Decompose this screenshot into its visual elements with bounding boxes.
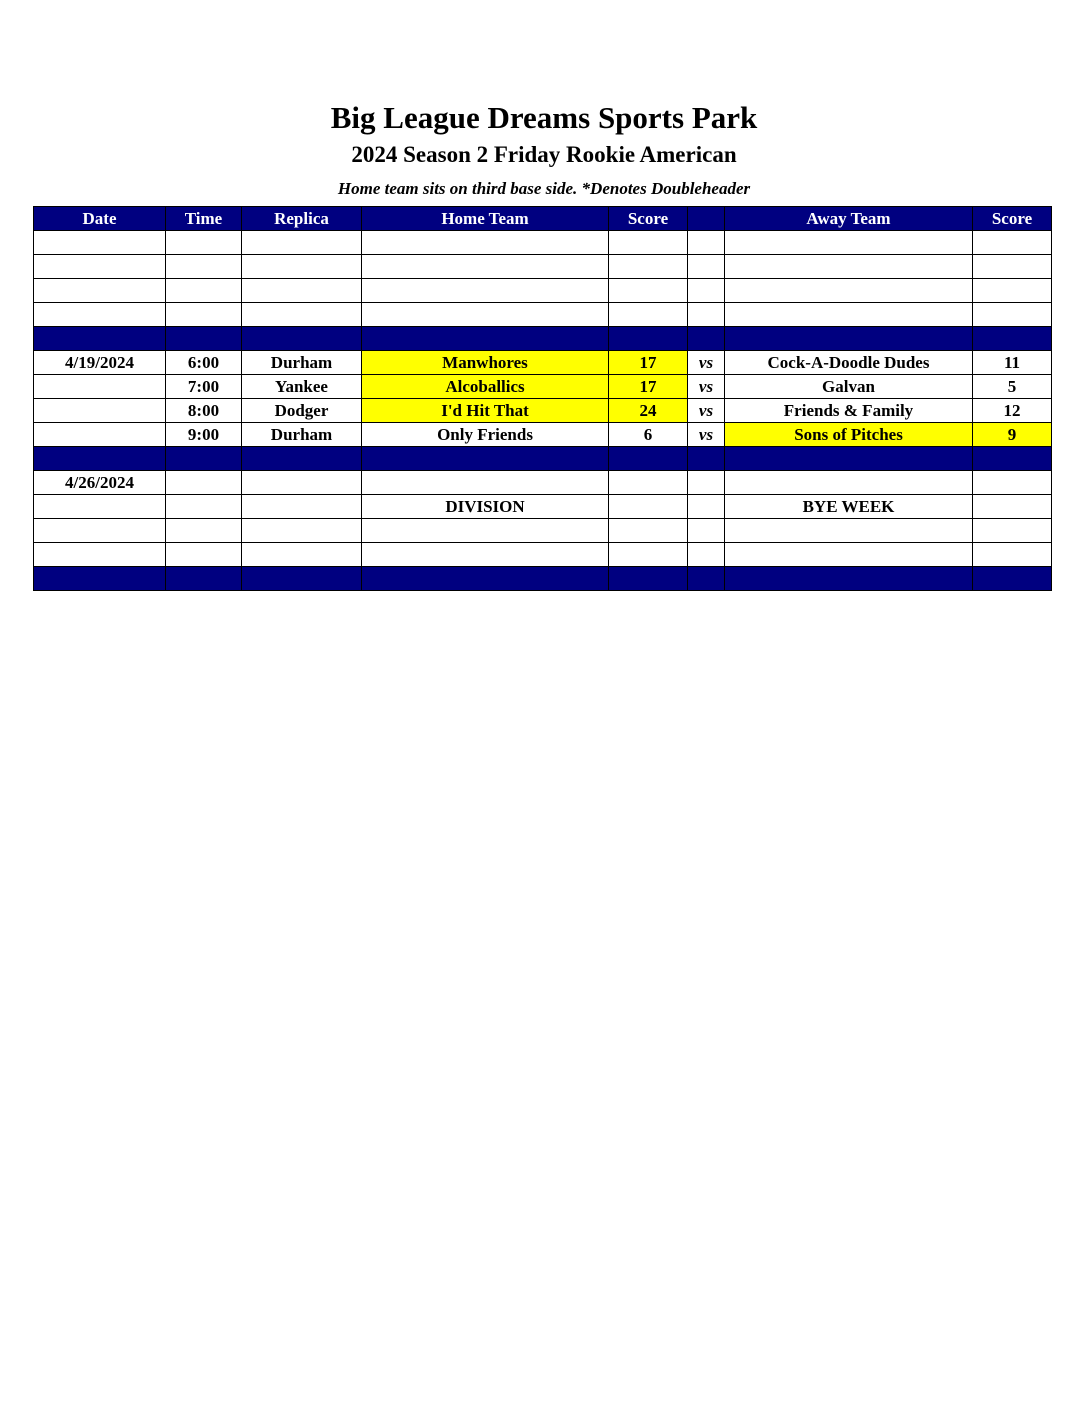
empty-row — [34, 543, 1052, 567]
game-date — [34, 399, 166, 423]
home-score: 17 — [609, 375, 688, 399]
table-row — [34, 423, 1052, 447]
home-score: 24 — [609, 399, 688, 423]
col-header-away-score: Score — [973, 207, 1052, 231]
away-team: Friends & Family — [725, 399, 973, 423]
away-score: 9 — [973, 423, 1052, 447]
game-replica: Dodger — [242, 399, 362, 423]
game-date: 4/19/2024 — [34, 351, 166, 375]
vs-label: vs — [688, 351, 725, 375]
col-header-away-team: Away Team — [725, 207, 973, 231]
table-row — [34, 399, 1052, 423]
page-title: Big League Dreams Sports Park — [330, 100, 758, 135]
game-date — [34, 375, 166, 399]
schedule-note: Home team sits on third base side. *Denotes Doubleheader — [337, 179, 751, 198]
game-replica: Yankee — [242, 375, 362, 399]
home-score: 17 — [609, 351, 688, 375]
game-date — [34, 423, 166, 447]
col-header-home-score: Score — [609, 207, 688, 231]
empty-row — [34, 519, 1052, 543]
away-team: Cock-A-Doodle Dudes — [725, 351, 973, 375]
game-time: 7:00 — [166, 375, 242, 399]
home-team: I'd Hit That — [362, 399, 609, 423]
table-row — [34, 471, 1052, 495]
away-score: 12 — [973, 399, 1052, 423]
empty-row — [34, 255, 1052, 279]
vs-label: vs — [688, 375, 725, 399]
col-header-date: Date — [34, 207, 166, 231]
col-header-home-team: Home Team — [362, 207, 609, 231]
table-row — [34, 375, 1052, 399]
separator-row — [34, 447, 1052, 471]
bye-week-home-label: DIVISION — [362, 495, 609, 519]
home-score: 6 — [609, 423, 688, 447]
header-row — [34, 207, 1052, 231]
home-team: Manwhores — [362, 351, 609, 375]
vs-label: vs — [688, 423, 725, 447]
away-score: 5 — [973, 375, 1052, 399]
table-row — [34, 351, 1052, 375]
game-replica: Durham — [242, 423, 362, 447]
col-header-replica: Replica — [242, 207, 362, 231]
vs-label: vs — [688, 399, 725, 423]
table-row — [34, 495, 1052, 519]
home-team: Alcoballics — [362, 375, 609, 399]
schedule-table — [33, 206, 1052, 591]
bye-week-away-label: BYE WEEK — [725, 495, 973, 519]
game-time: 9:00 — [166, 423, 242, 447]
game-replica: Durham — [242, 351, 362, 375]
home-team: Only Friends — [362, 423, 609, 447]
separator-row — [34, 567, 1052, 591]
empty-row — [34, 303, 1052, 327]
away-score: 11 — [973, 351, 1052, 375]
col-header-time: Time — [166, 207, 242, 231]
col-header-vs — [688, 207, 725, 231]
page-subtitle: 2024 Season 2 Friday Rookie American — [351, 142, 737, 167]
separator-row — [34, 327, 1052, 351]
game-time: 8:00 — [166, 399, 242, 423]
away-team: Galvan — [725, 375, 973, 399]
bye-week-date: 4/26/2024 — [34, 471, 166, 495]
empty-row — [34, 231, 1052, 255]
empty-row — [34, 279, 1052, 303]
game-time: 6:00 — [166, 351, 242, 375]
away-team: Sons of Pitches — [725, 423, 973, 447]
